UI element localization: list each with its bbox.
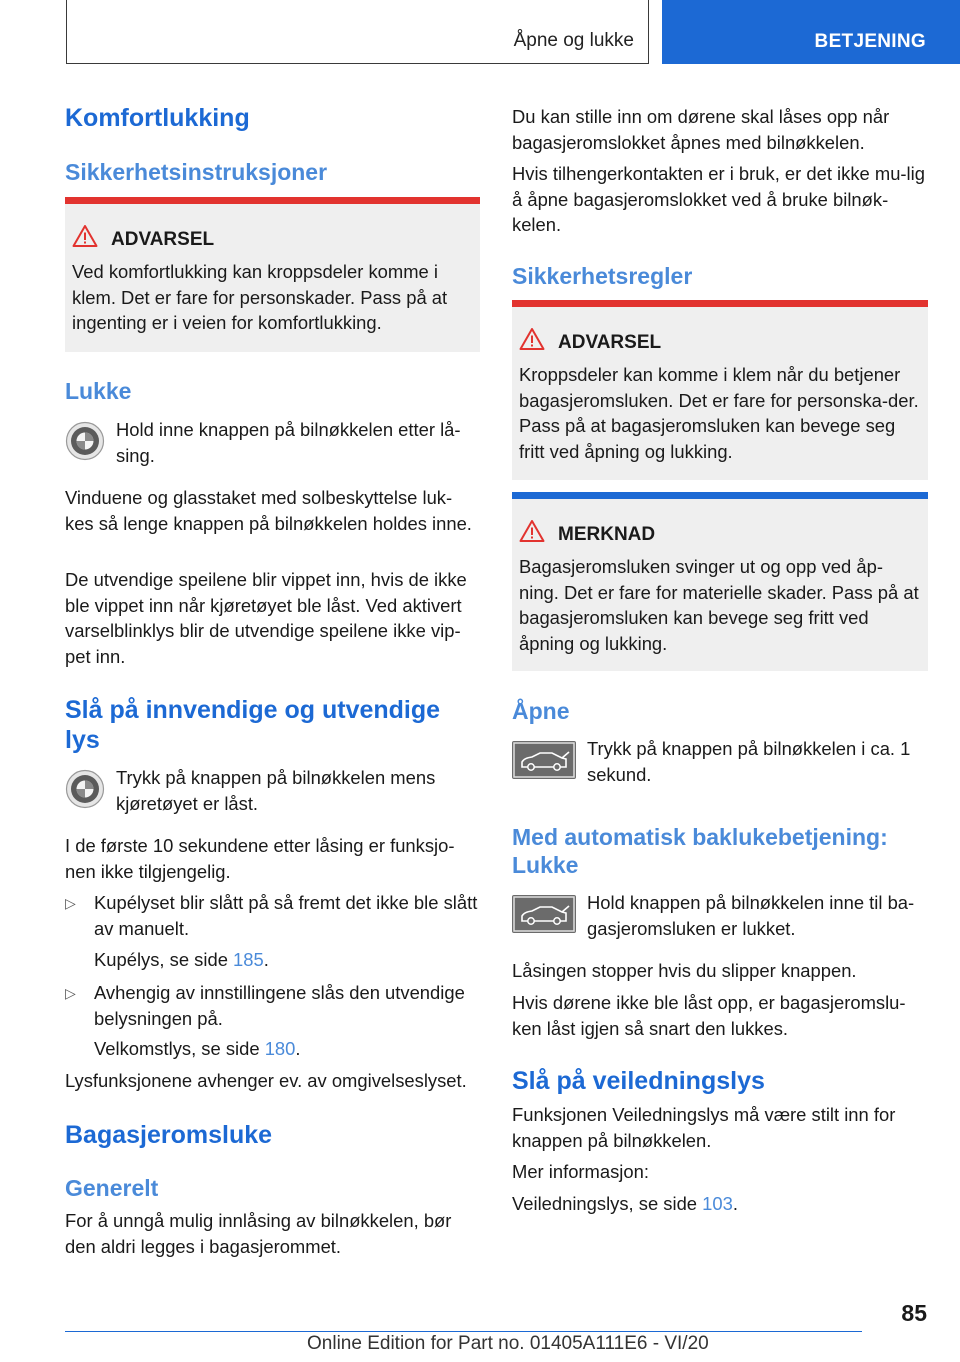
paragraph-innlasing: For å unngå mulig innlåsing av bilnøkkelen, bør den aldri legges i bagasjerommet. (65, 1210, 452, 1257)
page-link-180[interactable]: 180 (264, 1038, 296, 1059)
warning-text: Kroppsdeler kan komme i klem når du betjener bagasjeromsluken. Det er fare for personska-der. Pass på at bagasjeromsluken kan bevege seg fritt ved åpning og lukking. (519, 364, 919, 462)
note-text: Bagasjeromsluken svinger ut og opp ved åp-ning. Det er fare for materielle skader. Pass på at bagasjeromsluken kan bevege seg fritt ved åpning og lukking. (519, 556, 919, 654)
paragraph-mer-informasjon: Mer informasjon: (512, 1161, 649, 1182)
bullet-utvendig-belysning: Avhengig av innstillingene slås den utvendige belysningen på. (94, 982, 465, 1029)
reference-veiledningslys: Veiledningslys, se side 103. (512, 1193, 738, 1214)
heading-sla-pa-lys: Slå på innvendige og utvendige lys (65, 696, 441, 754)
heading-bagasjeromsluke: Bagasjeromsluke (65, 1121, 273, 1149)
warning-box-komfort (65, 197, 480, 352)
trunk-button-icon (512, 895, 576, 933)
reference-kupelys: Kupélys, se side 185. (94, 949, 269, 970)
page-number: 85 (901, 1300, 927, 1326)
warning-triangle-icon (72, 224, 98, 248)
warning-title: ADVARSEL (558, 332, 662, 353)
paragraph-speilene: De utvendige speilene blir vippet inn, hvis de ikke ble vippet inn når kjøretøyet ble låst. Ved aktivert varselblinklys blir de utvendige speilene ikke vip-pet inn. (65, 569, 467, 667)
footer-divider (65, 1331, 862, 1332)
header-chapter-box (66, 0, 649, 64)
page-link-185[interactable]: 185 (233, 949, 264, 970)
bullet-kupelys: Kupélyset blir slått på så fremt det ikke ble slått av manuelt. (94, 892, 478, 939)
warning-title: ADVARSEL (111, 229, 215, 250)
heading-sikkerhetsinstruksjoner: Sikkerhetsinstruksjoner (65, 159, 328, 185)
apne-instruction: Trykk på knappen på bilnøkkelen i ca. 1 sekund. (587, 738, 911, 785)
trunk-button-icon (512, 741, 576, 779)
header-section-box (662, 0, 960, 64)
car-key-icon (65, 421, 105, 461)
paragraph-tilhengerkontakt: Hvis tilhengerkontakten er i bruk, er det ikke mu-lig å åpne bagasjeromslokket ved å bruke bilnøk-kelen. (512, 163, 925, 235)
paragraph-dorene-ikke-last: Hvis dørene ikke ble låst opp, er bagasjeromslu-ken låst igjen så snart den lukkes. (512, 992, 906, 1039)
lukke-instruction: Hold inne knappen på bilnøkkelen etter lå-sing. (116, 419, 461, 466)
heading-sikkerhetsregler: Sikkerhetsregler (512, 263, 693, 289)
paragraph-lasingen-stopper: Låsingen stopper hvis du slipper knappen. (512, 960, 857, 981)
paragraph-vinduene: Vinduene og glasstaket med solbeskyttelse luk-kes så lenge knappen på bilnøkkelen holdes inne. (65, 487, 472, 534)
paragraph-funksjonen: Funksjonen Veiledningslys må være stilt inn for knappen på bilnøkkelen. (512, 1104, 896, 1151)
page-link-103[interactable]: 103 (702, 1193, 733, 1214)
heading-generelt: Generelt (65, 1175, 159, 1201)
chapter-title: Åpne og lukke (513, 30, 634, 51)
heading-automatisk-baklukebetjening: Med automatisk baklukebetjening: Lukke (512, 824, 888, 878)
note-title: MERKNAD (558, 524, 656, 545)
heading-apne: Åpne (512, 698, 570, 724)
note-box-bagasjeromsluke (512, 492, 928, 671)
paragraph-forste-sekunder: I de første 10 sekundene etter låsing er funksjo-nen ikke tilgjengelig. (65, 835, 455, 882)
heading-veiledningslys: Slå på veiledningslys (512, 1067, 765, 1095)
section-title: BETJENING (814, 31, 926, 52)
car-key-icon (65, 769, 105, 809)
reference-velkomstlys: Velkomstlys, se side 180. (94, 1038, 301, 1059)
sla-pa-instruction: Trykk på knappen på bilnøkkelen mens kjøretøyet er låst. (116, 767, 436, 814)
warning-box-bagasjeromsluke (512, 300, 928, 480)
bullet-triangle-icon: ▷ (65, 895, 76, 911)
warning-text: Ved komfortlukking kan kroppsdeler komme i klem. Det er fare for personskader. Pass på at ingenting er i veien for komfortlukking. (72, 261, 448, 333)
heading-komfortlukking: Komfortlukking (65, 104, 250, 132)
paragraph-dorene-laases: Du kan stille inn om dørene skal låses opp når bagasjeromslokket åpnes med bilnøkkelen. (512, 106, 890, 153)
paragraph-lysfunksjonene: Lysfunksjonene avhenger ev. av omgivelseslyset. (65, 1070, 467, 1091)
bullet-triangle-icon: ▷ (65, 985, 76, 1001)
automatisk-lukke-instruction: Hold knappen på bilnøkkelen inne til ba-gasjeromsluken er lukket. (587, 892, 915, 939)
warning-triangle-icon (519, 327, 545, 351)
footer-edition: Online Edition for Part no. 01405A111E6 - VI/20 (307, 1333, 709, 1354)
notice-triangle-icon (519, 519, 545, 543)
heading-lukke: Lukke (65, 378, 132, 404)
